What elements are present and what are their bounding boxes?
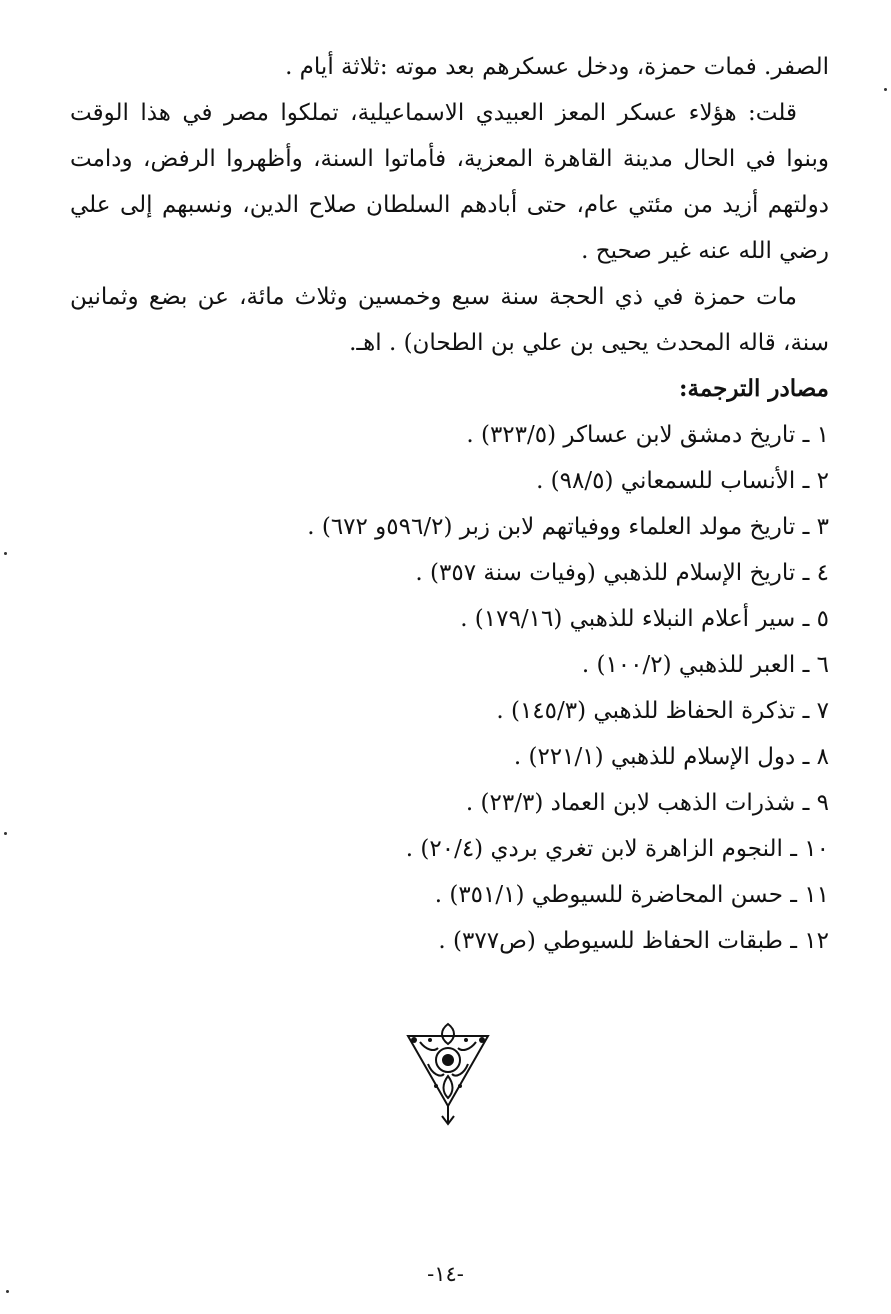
source-item: ١٠ ـ النجوم الزاهرة لابن تغري بردي (٢٠/٤) . — [405, 836, 829, 862]
sources-heading: مصادر الترجمة: — [679, 375, 829, 402]
paragraph-continuation: الصفر. فمات حمزة، ودخل عسكرهم بعد موته :ثلاثة أيام . — [285, 54, 829, 80]
paragraph-death-note: مات حمزة في ذي الحجة سنة سبع وخمسين وثلاث مائة، عن بضع وثمانين سنة، قاله المحدث يحيى بن علي بن الطحان) . اهـ. — [70, 284, 829, 356]
source-item: ١١ ـ حسن المحاضرة للسيوطي (٣٥١/١) . — [434, 882, 829, 908]
source-item: ١٢ ـ طبقات الحفاظ للسيوطي (ص٣٧٧) . — [438, 928, 829, 954]
source-item: ٢ ـ الأنساب للسمعاني (٩٨/٥) . — [536, 468, 829, 494]
source-item: ٤ ـ تاريخ الإسلام للذهبي (وفيات سنة ٣٥٧) . — [415, 560, 829, 586]
scan-speck — [4, 832, 7, 835]
floral-ornament-icon — [400, 1020, 496, 1128]
source-item: ٥ ـ سير أعلام النبلاء للذهبي (١٧٩/١٦) . — [460, 606, 829, 632]
scan-speck — [6, 1290, 9, 1293]
sources-list — [70, 412, 829, 964]
scan-speck — [4, 552, 7, 555]
source-item: ١ ـ تاريخ دمشق لابن عساكر (٣٢٣/٥) . — [466, 422, 829, 448]
source-item: ٩ ـ شذرات الذهب لابن العماد (٢٣/٣) . — [465, 790, 829, 816]
source-item: ٣ ـ تاريخ مولد العلماء ووفياتهم لابن زبر (٥٩٦/٢و ٦٧٢) . — [307, 514, 829, 540]
source-item: ٧ ـ تذكرة الحفاظ للذهبي (١٤٥/٣) . — [496, 698, 829, 724]
main-text — [70, 44, 829, 964]
source-item: ٦ ـ العبر للذهبي (١٠٠/٢) . — [581, 652, 829, 678]
source-item: ٨ ـ دول الإسلام للذهبي (٢٢١/١) . — [513, 744, 829, 770]
scan-speck — [884, 88, 887, 91]
paragraph-commentary: قلت: هؤلاء عسكر المعز العبيدي الاسماعيلية، تملكوا مصر في هذا الوقت وبنوا في الحال مدينة القاهرة المعزية، فأماتوا السنة، وأظهروا الرفض، ودامت دولتهم أزيد من مئتي عام، حتى أبادهم السلطان صلاح الدين، ونسبهم إلى علي رضي الله عنه غير صحيح . — [70, 100, 829, 264]
page-number: -١٤- — [427, 1262, 464, 1286]
